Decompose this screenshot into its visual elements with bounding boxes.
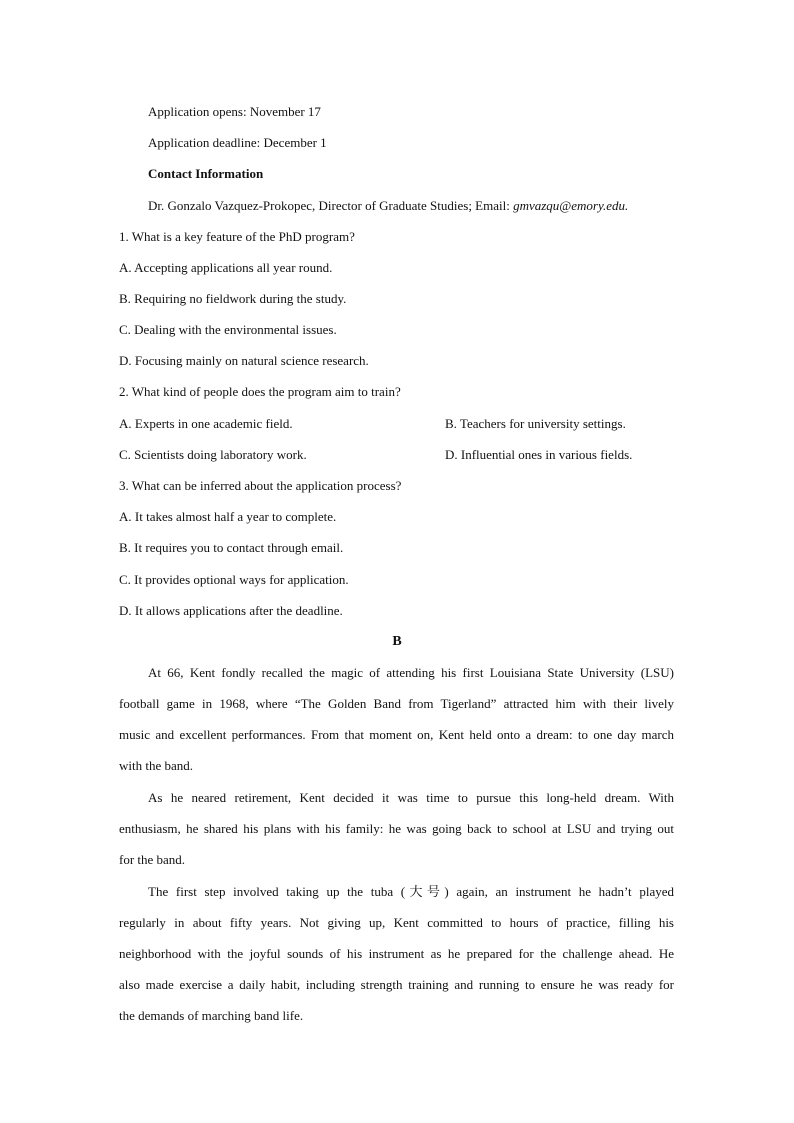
question-3-option-c: C. It provides optional ways for application. xyxy=(119,572,349,587)
contact-text: Dr. Gonzalo Vazquez-Prokopec, Director of Graduate Studies; Email: xyxy=(148,198,514,213)
question-1-option-a: A. Accepting applications all year round. xyxy=(119,260,333,275)
question-2-option-a: A. Experts in one academic field. xyxy=(119,416,293,431)
paragraph-line: At 66, Kent fondly recalled the magic of attending his first Louisiana State University (LSU) xyxy=(148,665,674,680)
paragraph-2 xyxy=(119,790,674,883)
question-2-option-d: D. Influential ones in various fields. xyxy=(445,447,633,462)
question-3-option-a: A. It takes almost half a year to complete. xyxy=(119,509,337,524)
paragraph-1 xyxy=(119,665,674,789)
contact-line xyxy=(148,198,628,214)
application-deadline: Application deadline: December 1 xyxy=(148,135,327,150)
section-b-heading: B xyxy=(392,634,402,649)
paragraph-line: with the band. xyxy=(119,758,194,773)
contact-heading: Contact Information xyxy=(148,166,264,181)
question-2-option-c: C. Scientists doing laboratory work. xyxy=(119,447,307,462)
question-1-option-c: C. Dealing with the environmental issues. xyxy=(119,322,337,337)
paragraph-line: As he neared retirement, Kent decided it was time to pursue this long-held dream. With xyxy=(148,790,674,805)
application-opens: Application opens: November 17 xyxy=(148,104,321,119)
question-2-stem: 2. What kind of people does the program aim to train? xyxy=(119,384,401,399)
paragraph-line: The first step involved taking up the tuba (大号) again, an instrument he hadn’t played xyxy=(148,884,674,899)
paragraph-line: the demands of marching band life. xyxy=(119,1008,304,1023)
contact-email: gmvazqu@emory.edu. xyxy=(513,198,629,213)
paragraph-line: regularly in about fifty years. Not giving up, Kent committed to hours of practice, filling his xyxy=(119,915,674,930)
paragraph-line: also made exercise a daily habit, including strength training and running to ensure he was ready for xyxy=(119,977,674,992)
paragraph-line: music and excellent performances. From that moment on, Kent held onto a dream: to one day march xyxy=(119,727,674,742)
question-3-stem: 3. What can be inferred about the application process? xyxy=(119,478,402,493)
question-1-option-b: B. Requiring no fieldwork during the study. xyxy=(119,291,347,306)
question-3-option-b: B. It requires you to contact through email. xyxy=(119,540,344,555)
paragraph-line: enthusiasm, he shared his plans with his family: he was going back to school at LSU and trying out xyxy=(119,821,674,836)
paragraph-line: football game in 1968, where “The Golden Band from Tigerland” attracted him with their lively xyxy=(119,696,674,711)
paragraph-3 xyxy=(119,884,674,1039)
question-2-option-b: B. Teachers for university settings. xyxy=(445,416,626,431)
question-1-stem: 1. What is a key feature of the PhD program? xyxy=(119,229,355,244)
paragraph-line: for the band. xyxy=(119,852,186,867)
paragraph-line: neighborhood with the joyful sounds of his instrument as he prepared for the challenge ahead. He xyxy=(119,946,674,961)
question-3-option-d: D. It allows applications after the deadline. xyxy=(119,603,343,618)
question-1-option-d: D. Focusing mainly on natural science research. xyxy=(119,353,369,368)
